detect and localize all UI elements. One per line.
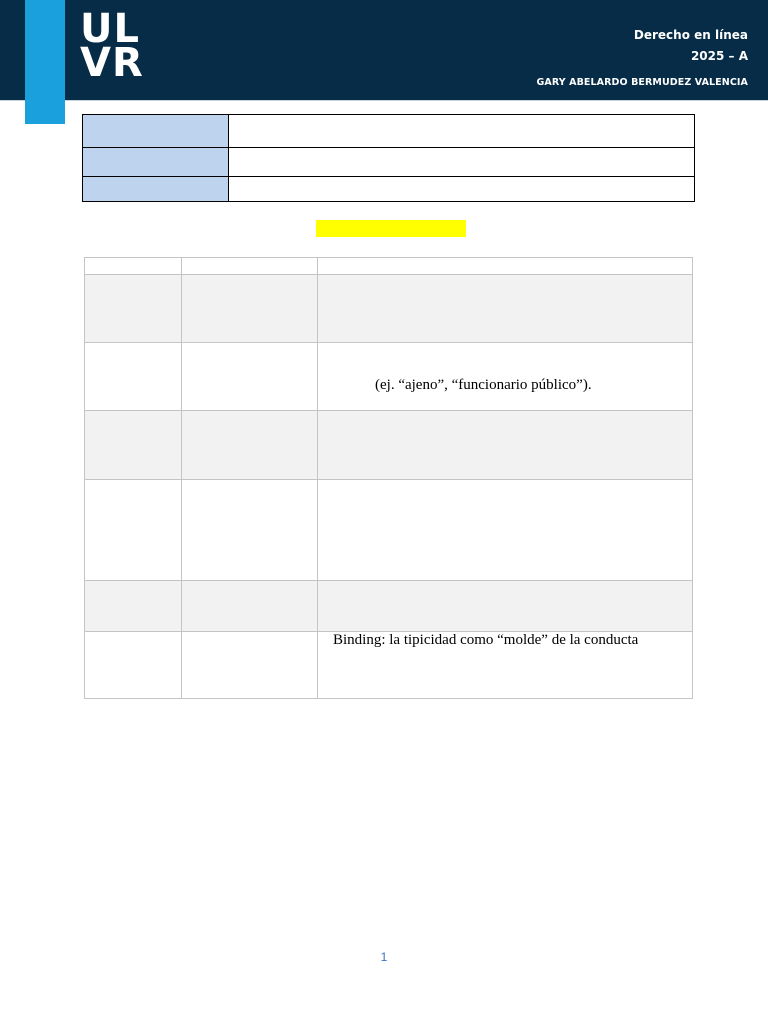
table-row	[85, 480, 693, 581]
academic-period: 2025 – A	[690, 49, 748, 63]
table-cell	[85, 411, 182, 480]
accent-tab	[25, 0, 65, 124]
table-cell	[182, 411, 318, 480]
table-row	[85, 275, 693, 343]
info-row	[83, 177, 695, 202]
logo-line-1: UL	[80, 6, 140, 52]
author-name: GARY ABELARDO BERMUDEZ VALENCIA	[536, 77, 748, 88]
table-cell	[182, 343, 318, 411]
table-cell	[85, 581, 182, 632]
info-label-cell	[83, 177, 229, 202]
table-cell	[85, 275, 182, 343]
table-cell	[182, 632, 318, 699]
table-cell	[85, 632, 182, 699]
table-cell	[318, 581, 693, 632]
info-label-cell	[83, 148, 229, 177]
info-row	[83, 148, 695, 177]
info-value-cell	[229, 148, 695, 177]
ulvr-logo	[80, 6, 175, 86]
table-cell	[85, 343, 182, 411]
table-row	[85, 581, 693, 632]
info-value-cell	[229, 115, 695, 148]
header-divider	[0, 100, 768, 101]
table-cell	[318, 632, 693, 699]
info-value-cell	[229, 177, 695, 202]
info-row	[83, 115, 695, 148]
table-cell	[182, 480, 318, 581]
example-note: (ej. “ajeno”, “funcionario público”).	[375, 377, 592, 393]
table-row	[85, 343, 693, 411]
header-cell	[85, 258, 182, 275]
table-cell	[182, 275, 318, 343]
info-label-cell	[83, 115, 229, 148]
header-cell	[318, 258, 693, 275]
table-row	[85, 411, 693, 480]
info-table	[82, 114, 695, 202]
table-header-row	[85, 258, 693, 275]
course-name: Derecho en línea	[633, 28, 748, 42]
table-cell	[318, 275, 693, 343]
page-number: 1	[380, 950, 388, 964]
table-cell	[318, 343, 693, 411]
table-cell	[182, 581, 318, 632]
table-cell	[318, 411, 693, 480]
highlighted-title-bar	[316, 220, 466, 237]
binding-text: Binding: la tipicidad como “molde” de la conducta	[333, 632, 639, 648]
content-table	[84, 257, 693, 699]
table-row	[85, 632, 693, 699]
header-cell	[182, 258, 318, 275]
table-cell	[318, 480, 693, 581]
table-cell	[85, 480, 182, 581]
logo-line-2: VR	[80, 40, 144, 86]
